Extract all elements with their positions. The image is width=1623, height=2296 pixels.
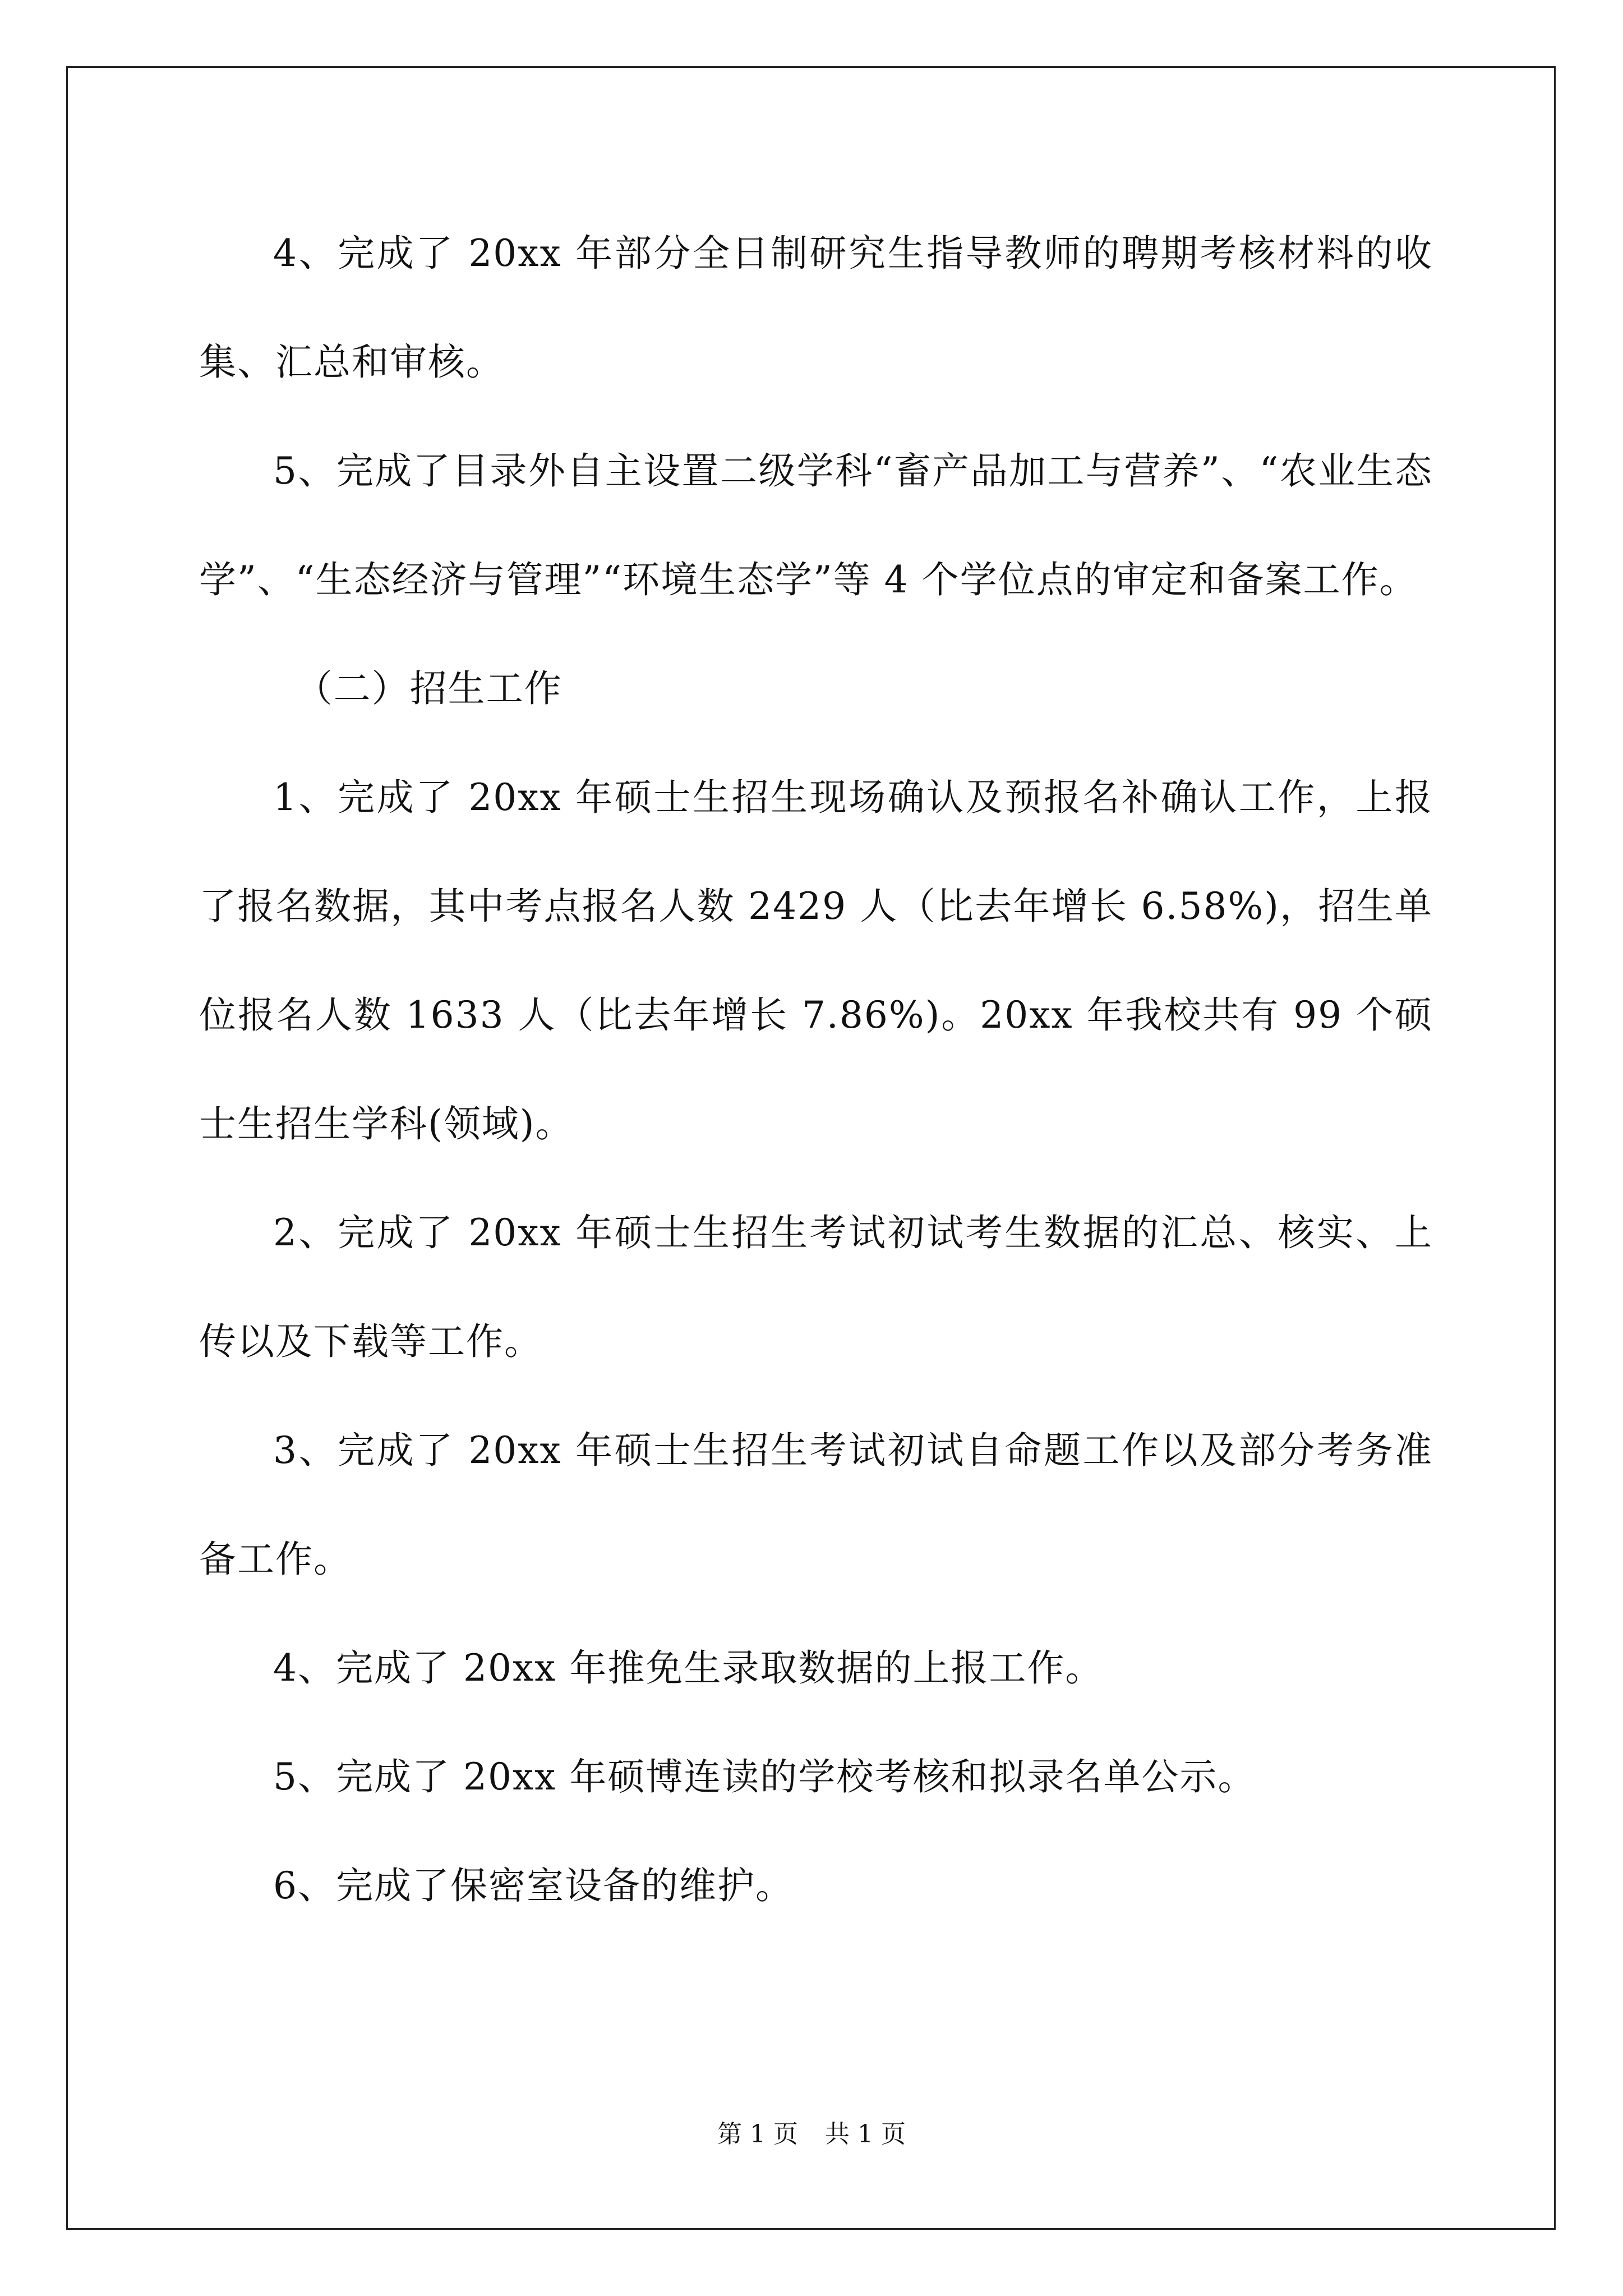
paragraph-item: 6、完成了保密室设备的维护。: [273, 1864, 794, 1907]
paragraph-item: 2、完成了 20xx 年硕士生招生考试初试考生数据的汇总、核实、上传以及下载等工作。: [199, 1211, 1433, 1363]
paragraph-item: 4、完成了 20xx 年推免生录取数据的上报工作。: [273, 1646, 1104, 1690]
paragraph-item: 3、完成了 20xx 年硕士生招生考试初试自命题工作以及部分考务准备工作。: [199, 1429, 1433, 1581]
page-total: 共 1 页: [825, 2120, 906, 2148]
paragraph-item: 4、完成了 20xx 年部分全日制研究生指导教师的聘期考核材料的收集、汇总和审核。: [199, 232, 1433, 384]
paragraph-item: 5、完成了 20xx 年硕博连读的学校考核和拟录名单公示。: [273, 1755, 1256, 1798]
document-body: [199, 199, 1433, 1940]
page-number: 第 1 页: [717, 2120, 798, 2148]
paragraph-item: 1、完成了 20xx 年硕士生招生现场确认及预报名补确认工作，上报了报名数据，其中考点报名人数 2429 人（比去年增长 6.58%)，招生单位报名人数 1633 人（比去年增长 7.86%)。20xx 年我校共有 99 个硕士生招生学科(领域)。: [199, 776, 1433, 1145]
page-footer: [0, 2114, 1623, 2150]
paragraph-item: 5、完成了目录外自主设置二级学科“畜产品加工与营养”、“农业生态学”、“生态经济与管理”“环境生态学”等 4 个学位点的审定和备案工作。: [199, 449, 1433, 601]
section-heading: （二）招生工作: [295, 667, 562, 710]
